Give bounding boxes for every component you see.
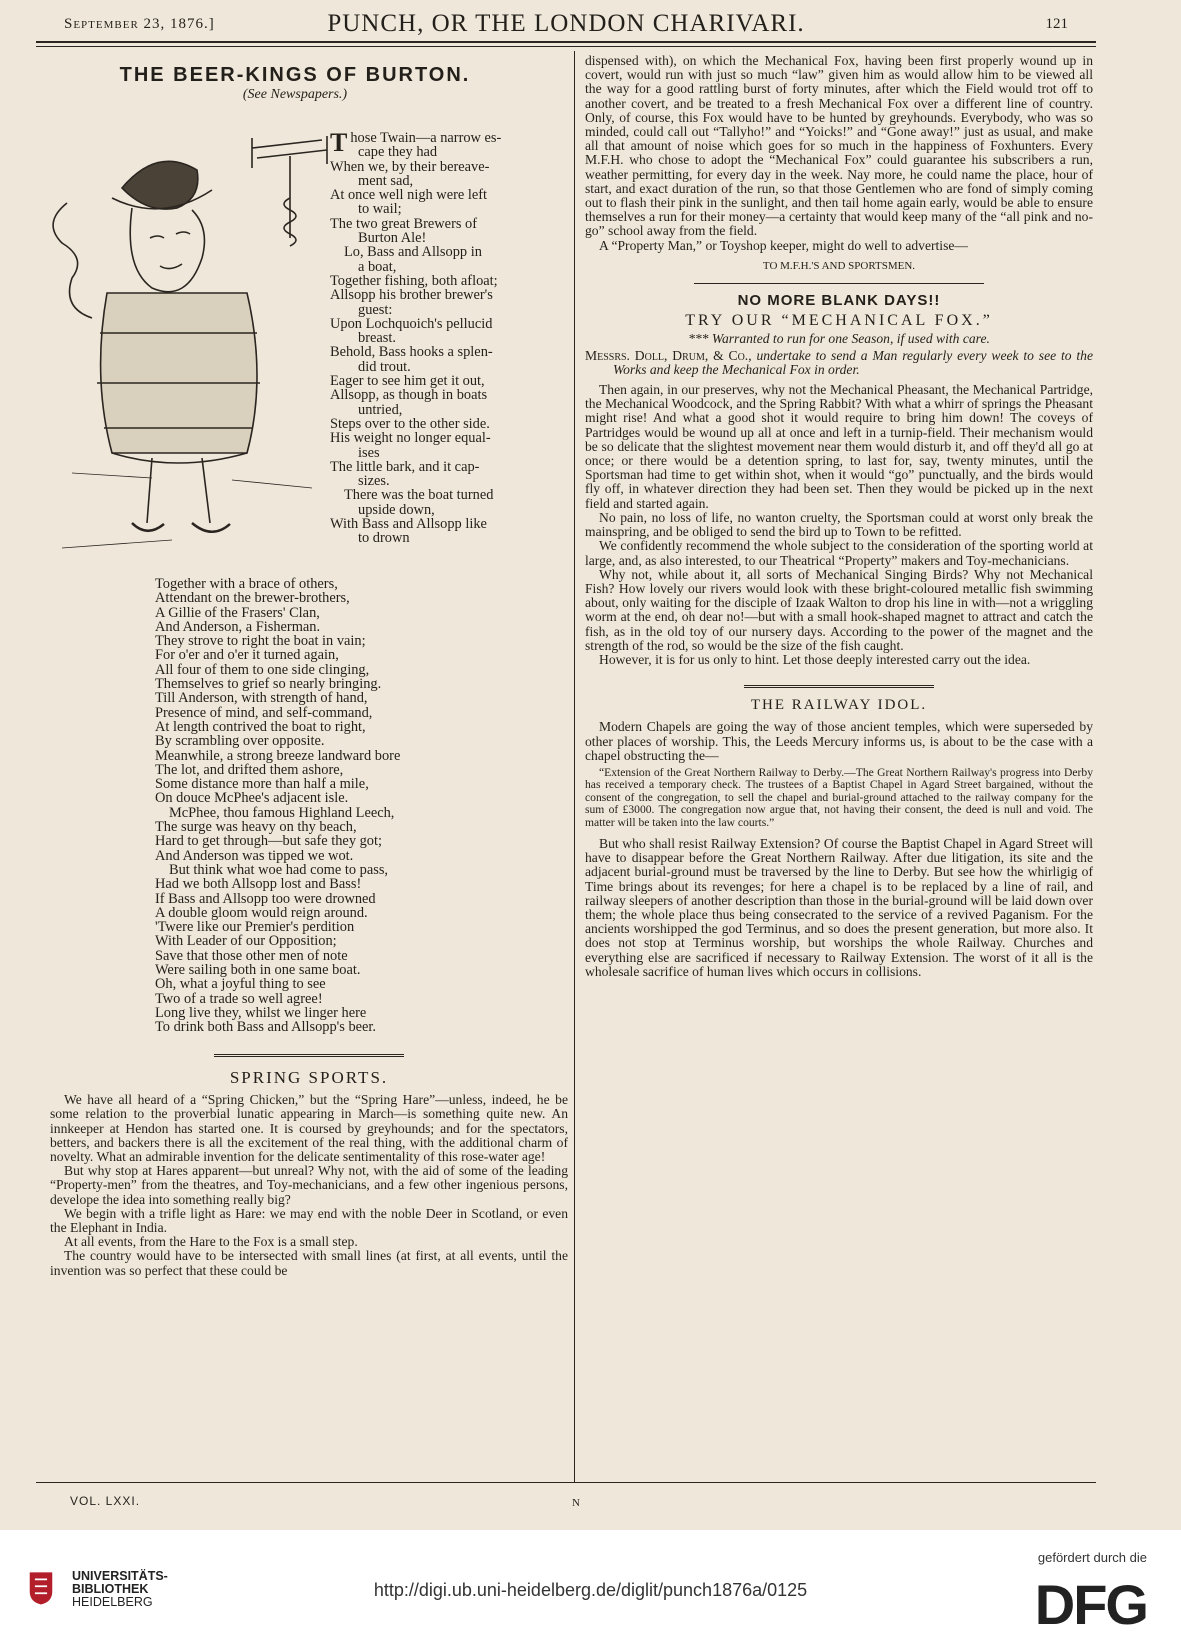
verse-line: At length contrived the boat to right, [155, 718, 366, 735]
ad-warranty: *** Warranted to run for one Season, if used with care. [688, 331, 990, 347]
railway-quote: “Extension of the Great Northern Railway to Derby.—The Great Northern Railway's progress into Derby has received a temporary check. The trustees of a Baptist Chapel in Agard Street bargained, without the consent of the congregation, to sell the chapel and burial-ground attached to the railway company for the sum of £3000. The congregation now argue that, not having their consent, the deed is null and void. The matter will be taken into the law courts.” [585, 765, 1093, 829]
verse-line: To drink both Bass and Allsopp's beer. [155, 1019, 377, 1036]
ad-try: TRY OUR “MECHANICAL FOX.” [685, 312, 993, 330]
paragraph: No pain, no loss of life, no wanton cruelty, the Sportsman could at worst only break the mainspring, and be obliged to send the bird up to Town to be refitted. [585, 509, 1093, 540]
footer-volume: VOL. LXXI. [70, 1494, 141, 1508]
verse-line: Meanwhile, a strong breeze landward bore [155, 747, 401, 764]
paragraph: But who shall resist Railway Extension? Of course the Baptist Chapel in Agard Street will have to disappear before the Great Northern Railway. After due litigation, its site and the adjacent burial-ground must be traversed by the line to Derby. But see how the whirligig of Time brings about its revenges; for here a chapel is to be replaced by a line of rail, and railway sleepers of another description than those in the burial-ground will be laid down over them; the whole place thus being consecrated to the service of a revived Paganism. For the ancients worshipped the god Terminus, and so does the present generation, but more also. It does not stop at Terminus worship, but worships the whole Railway. Churches and everything else are sacrificed if necessary to Railway Extension. The worst of it all is the wholesale sacrifice of human lives which occurs in collisions. [585, 835, 1093, 979]
verse-line: breast. [358, 330, 396, 347]
column-divider [574, 51, 575, 1483]
paragraph: But why stop at Hares apparent—but unreal? Why not, with the aid of some of the leading “Property-men” from the theatres, and Toy-mechanicians, and a few other ingenious persons, develope the idea into something really big? [50, 1163, 568, 1207]
verse-line: Were sailing both in one same boat. [155, 962, 361, 979]
verse-line: And Anderson was tipped we wot. [155, 847, 354, 864]
beer-kings-heading [100, 64, 490, 103]
paragraph: Why not, while about it, all sorts of Mechanical Singing Birds? Why not Mechanical Fish? How lovely our rivers would look with these bright-coloured metallic fish swimming about, only waiting for the disciple of Izaak Walton to drop his line in with—not a wriggling worm at the end, oh dear no!—but with a small hook-shaped magnet to attract and catch the fish, as in the old toy of our nursery days. According to the power of the magnet and the strength of the rod, so would be the size of the fish caught. [585, 566, 1093, 653]
verse-line: With Bass and Allsopp like [330, 516, 487, 533]
verse-line: Long live they, whilst we linger here [155, 1004, 367, 1021]
verse-line: Steps over to the other side. [330, 415, 490, 432]
ad-addressee: TO M.F.H.'S AND SPORTSMEN. [762, 259, 916, 272]
paragraph: A “Property Man,” or Toyshop keeper, might do well to advertise— [599, 237, 968, 253]
verse-line: At once well nigh were left [330, 187, 488, 204]
verse-line: sizes. [358, 473, 390, 490]
ad-firm-text: undertake to send a Man regularly every week to see to the Works and keep the Mechanical Fox in order. [613, 347, 1093, 377]
library-name-line: UNIVERSITÄTS- [72, 1569, 168, 1583]
library-name-line: HEIDELBERG [72, 1595, 153, 1609]
verse-line: ment sad, [358, 172, 414, 189]
verse-line: Burton Ale! [358, 230, 427, 247]
verse-line: to drown [358, 530, 410, 547]
footer-signature: N [572, 1497, 580, 1509]
verse-line: All four of them to one side clinging, [155, 661, 370, 678]
header-rule-thin [36, 46, 1096, 47]
verse-line: Allsopp, as though in boats [330, 387, 488, 404]
header-title: PUNCH, OR THE LONDON CHARIVARI. [327, 10, 805, 37]
paragraph: Then again, in our preserves, why not the Mechanical Pheasant, the Mechanical Partridge, the Mechanical Woodcock, and the Spring Rabbit? With what a whirr of springs the Pheasant might rise! And what a good shot it would require to bring him down! The coveys of Partridges would be wound up all at once and left in a turnip-field. Their mechanism would be so delicate that the slightest movement near them would disturb it, and off they'd all go at once; or there would be a detention spring, to last for, say, twenty minutes, until the Sportsman had time to get within shot, when it would “go” punctually, and the birds would fly off, in whatever direction they had been set. Then they would be picked up in the next field and started again. [585, 382, 1093, 511]
verse-line: There was the boat turned [344, 487, 494, 504]
section-separator [214, 1054, 404, 1057]
verse-line: Those Twain—a narrow es- [330, 128, 502, 157]
verse-line: Presence of mind, and self-command, [155, 704, 373, 721]
verse-line: a boat, [358, 258, 397, 275]
verse-line: Lo, Bass and Allsopp in [344, 244, 482, 261]
verse-line: But think what woe had come to pass, [169, 861, 389, 878]
verse-line: ises [358, 444, 380, 461]
verse-line: With Leader of our Opposition; [155, 933, 337, 950]
section-separator [744, 685, 934, 688]
verse-line: Some distance more than half a mile, [155, 776, 369, 793]
verse-line: And Anderson, a Fisherman. [155, 618, 321, 635]
right-column [585, 54, 1093, 979]
verse-line: The lot, and drifted them ashore, [155, 761, 344, 778]
verse-line: upside down, [358, 501, 435, 518]
verse-main [155, 577, 535, 1035]
paragraph: We confidently recommend the whole subject to the consideration of the sporting world at large, and, as also interested, to our Theatrical “Property” makers and Toy-mechanicians. [585, 538, 1093, 568]
ad-rule [694, 283, 984, 284]
verse-line: Oh, what a joyful thing to see [155, 976, 326, 993]
verse-line: The two great Brewers of [330, 215, 478, 232]
verse-line: guest: [358, 301, 393, 318]
railway-idol-title: THE RAILWAY IDOL. [750, 697, 928, 714]
paragraph: The country would have to be intersected with small lines (at first, at all events, until the invention was so perfect that these could be [50, 1248, 568, 1278]
verse-line: to wail; [358, 201, 402, 218]
verse-line: cape they had [358, 144, 438, 161]
funding-label: gefördert durch die [1037, 1550, 1147, 1565]
paragraph: However, it is for us only to hint. Let those deeply interested carry out the idea. [599, 651, 1031, 667]
ad-headline: NO MORE BLANK DAYS!! [737, 292, 941, 310]
library-name-line: BIBLIOTHEK [72, 1582, 149, 1596]
verse-line: Till Anderson, with strength of hand, [155, 690, 368, 707]
viewer-footer-bar [0, 1530, 1181, 1649]
ad-messrs [585, 349, 1093, 377]
verse-top [330, 128, 542, 547]
paragraph: Modern Chapels are going the way of those ancient temples, which were superseded by other places of worship. This, the Leeds Mercury informs us, is about to be the case with a chapel obstructing the— [585, 719, 1093, 763]
verse-line: Themselves to grief so nearly bringing. [155, 676, 382, 693]
verse-line: If Bass and Allsopp too were drowned [155, 890, 376, 907]
verse-line: On douce McPhee's adjacent isle. [155, 790, 349, 807]
verse-line: McPhee, thou famous Highland Leech, [169, 804, 395, 821]
paragraph: At all events, from the Hare to the Fox is a small step. [64, 1234, 358, 1250]
ad-firm-name: Messrs. Doll, Drum, & Co., [585, 347, 752, 363]
verse-line: Together fishing, both afloat; [330, 272, 498, 289]
verse-line: Attendant on the brewer-brothers, [155, 590, 350, 607]
spring-sports-article [50, 1042, 568, 1278]
verse-line: Had we both Allsopp lost and Bass! [155, 876, 362, 893]
verse-line: The little bark, and it cap- [330, 458, 480, 475]
verse-line: untried, [358, 401, 403, 418]
source-url-link[interactable]: http://digi.ub.uni-heidelberg.de/diglit/punch1876a/0125 [373, 1580, 808, 1600]
verse-line: For o'er and o'er it turned again, [155, 647, 339, 664]
verse-line: By scrambling over opposite. [155, 733, 325, 750]
verse-line: Behold, Bass hooks a splen- [330, 344, 493, 361]
verse-line: Save that those other men of note [155, 947, 348, 964]
verse-line: 'Twere like our Premier's perdition [155, 919, 355, 936]
verse-line: Two of a trade so well agree! [155, 990, 323, 1007]
verse-line: Together with a brace of others, [155, 576, 338, 592]
header-date: September 23, 1876.] [64, 16, 215, 32]
verse-line: Eager to see him get it out, [330, 373, 485, 390]
paragraph: We have all heard of a “Spring Chicken,” but the “Spring Hare”—unless, indeed, he be some relation to the proverbial lunatic appearing in March—is something quite new. An innkeeper at Hendon has started one. It is coursed by greyhounds; and for the spectators, betters, and backers there is all the excitement of the real thing, with the additional charm of novelty. What an admirable invention for the delicate sentimentality of this rose-water age! [50, 1092, 568, 1165]
article-title: THE BEER-KINGS OF BURTON. [119, 64, 471, 86]
beer-barrel-man-illustration [52, 128, 352, 568]
footer-rule [36, 1482, 1096, 1483]
article-subtitle: (See Newspapers.) [242, 87, 348, 103]
paragraph: dispensed with), on which the Mechanical Fox, having been first properly wound up in covert, would run with just so much “law” given him as would allow him to be viewed all the way for a good rattling burst of forty minutes, after which the Field would trot off to another covert, and be treated to a fresh Mechanical Fox over a different line of country. Only, of course, this Fox would have to be hunted by greyhounds. Everybody, who was so minded, could call out “Tallyho!” and “Yoicks!” and “Gone away!” just as usual, and make all that amount of noise which goes for so much in the happiness of Foxhunters. Every M.F.H. who chose to adopt the “Mechanical Fox” could guarantee his subscribers a run, weather permitting, for every day in the week. Nay more, he could name the place, hour of start, and exact duration of the run, so that those Gentlemen who are fond of simply coming out to flash their pink in the sunlight, and then tail home again early, would be able to ensure themselves a run for their money—a certainty that would keep many of the “all pink and no-go” school away from the field. [585, 53, 1093, 239]
verse-line: They strove to right the boat in vain; [155, 633, 366, 650]
spring-sports-title: SPRING SPORTS. [229, 1068, 389, 1087]
verse-line: Allsopp his brother brewer's [330, 287, 493, 304]
header-page-number: 121 [1045, 16, 1068, 32]
dfg-logo[interactable]: DFG [1034, 1573, 1147, 1636]
header-rule [36, 41, 1096, 43]
verse-line: When we, by their bereave- [330, 158, 490, 175]
verse-line: The surge was heavy on thy beach, [155, 819, 357, 836]
verse-line: His weight no longer equal- [330, 430, 491, 447]
paragraph: We begin with a trifle light as Hare: we may end with the noble Deer in Scotland, or even the Elephant in India. [50, 1205, 568, 1236]
verse-line: did trout. [358, 358, 411, 375]
page-header [36, 10, 1096, 36]
verse-line: Upon Lochquoich's pellucid [330, 315, 493, 332]
verse-line: A double gloom would reign around. [155, 904, 368, 921]
verse-line: A Gillie of the Frasers' Clan, [155, 604, 320, 621]
verse-line: Hard to get through—but safe they got; [155, 833, 383, 850]
